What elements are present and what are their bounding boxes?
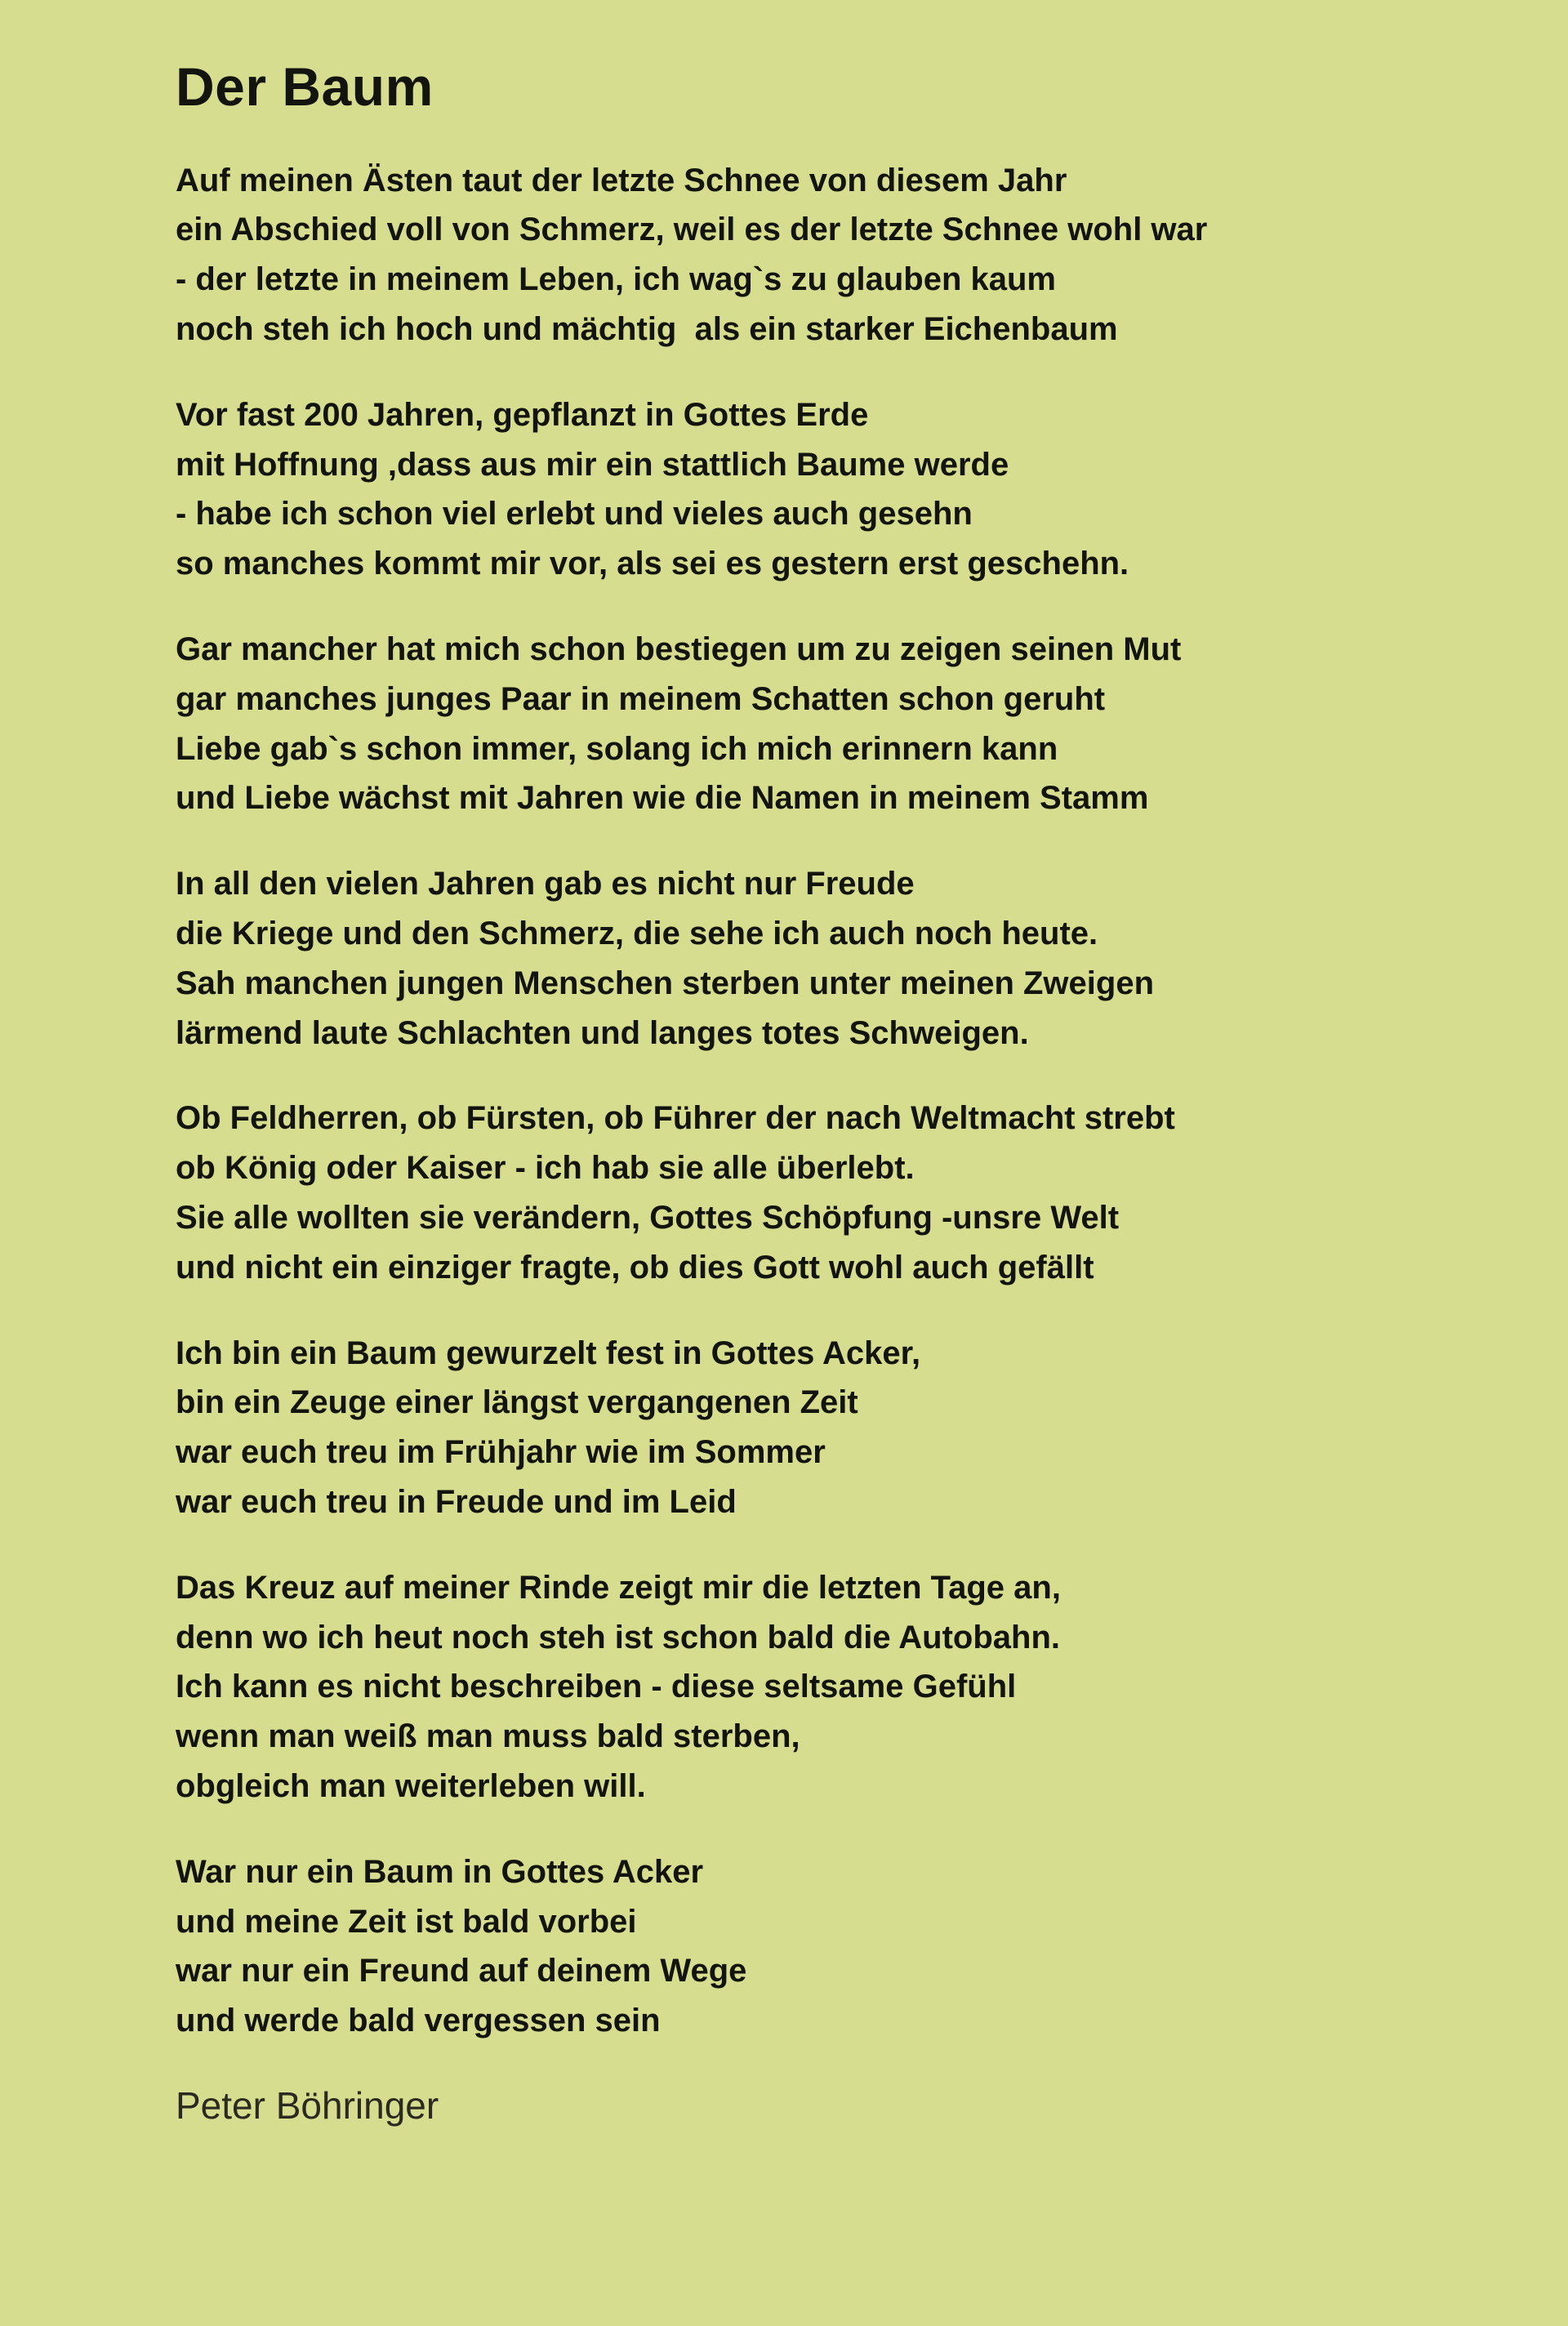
- poem-line: obgleich man weiterleben will.: [176, 1767, 646, 1804]
- poem-line: noch steh ich hoch und mächtig als ein starker Eichenbaum: [176, 310, 1118, 347]
- poem-line: Das Kreuz auf meiner Rinde zeigt mir die letzten Tage an,: [176, 1569, 1061, 1606]
- stanza: [176, 1094, 1446, 1292]
- stanza: [176, 625, 1446, 823]
- poem-line: gar manches junges Paar in meinem Schatten schon geruht: [176, 680, 1106, 717]
- poem-line: denn wo ich heut noch steh ist schon bald die Autobahn.: [176, 1619, 1060, 1655]
- poem-line: Vor fast 200 Jahren, gepflanzt in Gottes Erde: [176, 396, 869, 433]
- poem-line: War nur ein Baum in Gottes Acker: [176, 1853, 704, 1890]
- poem-line: - der letzte in meinem Leben, ich wag`s zu glauben kaum: [176, 261, 1056, 298]
- stanza: [176, 1329, 1446, 1527]
- poem-line: ob König oder Kaiser - ich hab sie alle überlebt.: [176, 1150, 915, 1187]
- poem-line: Auf meinen Ästen taut der letzte Schnee von diesem Jahr: [176, 162, 1067, 198]
- poem-line: die Kriege und den Schmerz, die sehe ich auch noch heute.: [176, 915, 1098, 951]
- poem-line: Gar mancher hat mich schon bestiegen um zu zeigen seinen Mut: [176, 631, 1182, 667]
- stanza: [176, 1847, 1446, 2046]
- poem-line: ein Abschied voll von Schmerz, weil es der letzte Schnee wohl war: [176, 212, 1208, 248]
- stanza: [176, 1563, 1446, 1811]
- poem-line: und meine Zeit ist bald vorbei: [176, 1903, 637, 1940]
- author-name: Peter Böhringer: [176, 2083, 439, 2127]
- poem-line: lärmend laute Schlachten und langes totes Schweigen.: [176, 1014, 1029, 1051]
- poem-line: war euch treu in Freude und im Leid: [176, 1483, 737, 1520]
- stanza: [176, 156, 1446, 354]
- poem-line: - habe ich schon viel erlebt und vieles auch gesehn: [176, 496, 973, 532]
- poem-line: Sie alle wollten sie verändern, Gottes Schöpfung -unsre Welt: [176, 1199, 1120, 1236]
- poem-line: In all den vielen Jahren gab es nicht nur Freude: [176, 866, 915, 902]
- poem-line: wenn man weiß man muss bald sterben,: [176, 1718, 800, 1755]
- poem-body: [176, 156, 1446, 2046]
- poem-line: mit Hoffnung ,dass aus mir ein stattlich Baume werde: [176, 446, 1009, 483]
- stanza: [176, 859, 1446, 1058]
- poem-line: Sah manchen jungen Menschen sterben unter meinen Zweigen: [176, 965, 1155, 1001]
- poem-line: und nicht ein einziger fragte, ob dies Gott wohl auch gefällt: [176, 1249, 1094, 1286]
- poem-line: Ich kann es nicht beschreiben - diese seltsame Gefühl: [176, 1669, 1017, 1705]
- stanza: [176, 390, 1446, 589]
- poem-line: und Liebe wächst mit Jahren wie die Namen in meinem Stamm: [176, 780, 1149, 817]
- poem-line: so manches kommt mir vor, als sei es gestern erst geschehn.: [176, 546, 1129, 582]
- poem-line: Liebe gab`s schon immer, solang ich mich erinnern kann: [176, 730, 1058, 767]
- poem-line: war euch treu im Frühjahr wie im Sommer: [176, 1434, 826, 1471]
- page-title: Der Baum: [176, 56, 434, 117]
- poem-line: Ob Feldherren, ob Fürsten, ob Führer der nach Weltmacht strebt: [176, 1100, 1175, 1137]
- poem-line: und werde bald vergessen sein: [176, 2003, 661, 2039]
- poem-line: Ich bin ein Baum gewurzelt fest in Gottes Acker,: [176, 1335, 921, 1371]
- poem-line: bin ein Zeuge einer längst vergangenen Zeit: [176, 1384, 858, 1421]
- poem-line: war nur ein Freund auf deinem Wege: [176, 1953, 747, 1990]
